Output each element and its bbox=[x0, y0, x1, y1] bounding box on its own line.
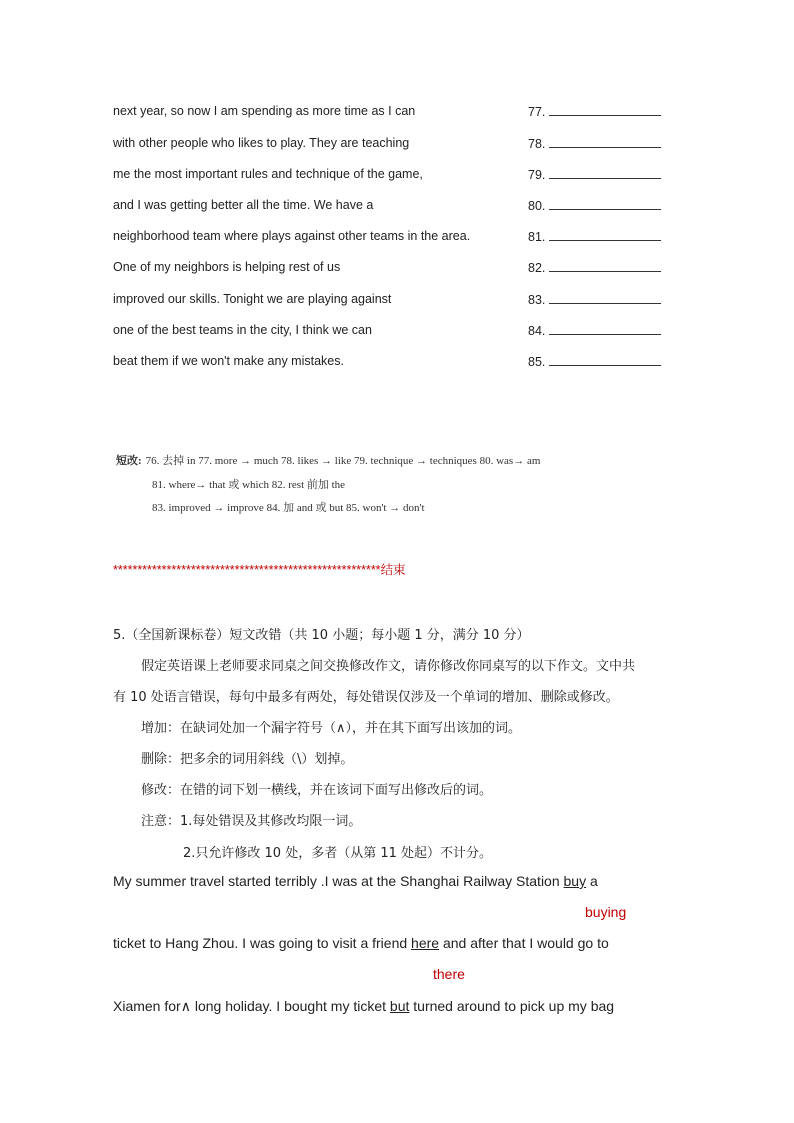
essay-text: ticket to Hang Zhou. I was going to visit a friend bbox=[113, 935, 412, 951]
essay-line-1 bbox=[113, 873, 598, 889]
answer-slot-80 bbox=[528, 198, 661, 213]
passage-line-77: next year, so now I am spending as more time as I can bbox=[113, 104, 416, 118]
line-number: 83. bbox=[528, 293, 546, 307]
answer-blank[interactable] bbox=[549, 323, 661, 335]
answer-blank[interactable] bbox=[549, 260, 661, 272]
line-number: 82. bbox=[528, 261, 546, 275]
passage-line-80: and I was getting better all the time. We have a bbox=[113, 198, 374, 212]
answer-key-label: 短改: bbox=[116, 455, 142, 467]
answer-blank[interactable] bbox=[549, 229, 661, 241]
answer-key-line-1 bbox=[116, 452, 540, 468]
essay-text: Xiamen for∧ long holiday. I bought my ticket bbox=[113, 998, 390, 1014]
passage-line-79: me the most important rules and technique of the game, bbox=[113, 167, 423, 181]
instruction-delete: 删除：把多余的词用斜线（\）划掉。 bbox=[141, 752, 354, 767]
section-separator bbox=[113, 560, 406, 578]
passage-line-83: improved our skills. Tonight we are playing against bbox=[113, 292, 392, 306]
answer-blank[interactable] bbox=[549, 292, 661, 304]
answer-slot-77 bbox=[528, 104, 661, 119]
answer-slot-82 bbox=[528, 260, 661, 275]
answer-key-line-3: 83. improved → improve 84. 加 and 或 but 85. won't → don't bbox=[152, 502, 425, 514]
instruction-modify: 修改：在错的词下划一横线，并在该词下面写出修改后的词。 bbox=[141, 783, 493, 798]
answer-slot-81 bbox=[528, 229, 661, 244]
instruction-line-2: 有 10 处语言错误，每句中最多有两处，每处错误仅涉及一个单词的增加、删除或修改。 bbox=[113, 690, 619, 705]
line-number: 84. bbox=[528, 324, 546, 338]
essay-text: My summer travel started terribly .I was at the Shanghai Railway Station bbox=[113, 873, 564, 889]
answer-blank[interactable] bbox=[549, 104, 661, 116]
essay-text: and after that I would go to bbox=[439, 935, 609, 951]
answer-slot-79 bbox=[528, 167, 661, 182]
answer-blank[interactable] bbox=[549, 136, 661, 148]
answer-blank[interactable] bbox=[549, 167, 661, 179]
note-1: 注意：1.每处错误及其修改均限一词。 bbox=[141, 814, 362, 829]
question-title: 5.（全国新课标卷）短文改错（共 10 小题；每小题 1 分，满分 10 分） bbox=[113, 628, 530, 643]
passage-line-85: beat them if we won't make any mistakes. bbox=[113, 354, 344, 368]
passage-line-84: one of the best teams in the city, I think we can bbox=[113, 323, 372, 337]
end-label: 结束 bbox=[380, 563, 406, 577]
line-number: 81. bbox=[528, 230, 546, 244]
answer-slot-84 bbox=[528, 323, 661, 338]
star-line: ******************************************************* bbox=[113, 563, 381, 577]
line-number: 79. bbox=[528, 168, 546, 182]
correction-1: buying bbox=[585, 904, 627, 920]
answer-key-line-2: 81. where→ that 或 which 82. rest 前加 the bbox=[152, 479, 346, 491]
line-number: 85. bbox=[528, 355, 546, 369]
line-number: 80. bbox=[528, 199, 546, 213]
passage-line-82: One of my neighbors is helping rest of us bbox=[113, 260, 341, 274]
essay-text: turned around to pick up my bag bbox=[409, 998, 615, 1014]
error-word: but bbox=[389, 998, 410, 1014]
note-2: 2.只允许修改 10 处，多者（从第 11 处起）不计分。 bbox=[183, 846, 493, 861]
passage-line-81: neighborhood team where plays against other teams in the area. bbox=[113, 229, 471, 243]
line-number: 78. bbox=[528, 137, 546, 151]
error-word: here bbox=[411, 935, 440, 951]
error-word: buy bbox=[563, 873, 587, 889]
answer-slot-83 bbox=[528, 292, 661, 307]
essay-text: a bbox=[586, 873, 598, 889]
answer-key-text: 76. 去掉 in 77. more → much 78. likes → like 79. technique → techniques 80. was→ am bbox=[145, 455, 541, 467]
line-number: 77. bbox=[528, 105, 546, 119]
essay-line-2 bbox=[113, 935, 609, 951]
answer-blank[interactable] bbox=[549, 354, 661, 366]
answer-slot-85 bbox=[528, 354, 661, 369]
essay-line-3 bbox=[113, 998, 614, 1015]
answer-slot-78 bbox=[528, 136, 661, 151]
passage-line-78: with other people who likes to play. They are teaching bbox=[113, 136, 410, 150]
instruction-add: 增加：在缺词处加一个漏字符号（∧），并在其下面写出该加的词。 bbox=[141, 721, 522, 736]
instruction-line-1: 假定英语课上老师要求同桌之间交换修改作文，请你修改你同桌写的以下作文。文中共 bbox=[141, 659, 636, 674]
answer-blank[interactable] bbox=[549, 198, 661, 210]
correction-2: there bbox=[433, 966, 465, 982]
